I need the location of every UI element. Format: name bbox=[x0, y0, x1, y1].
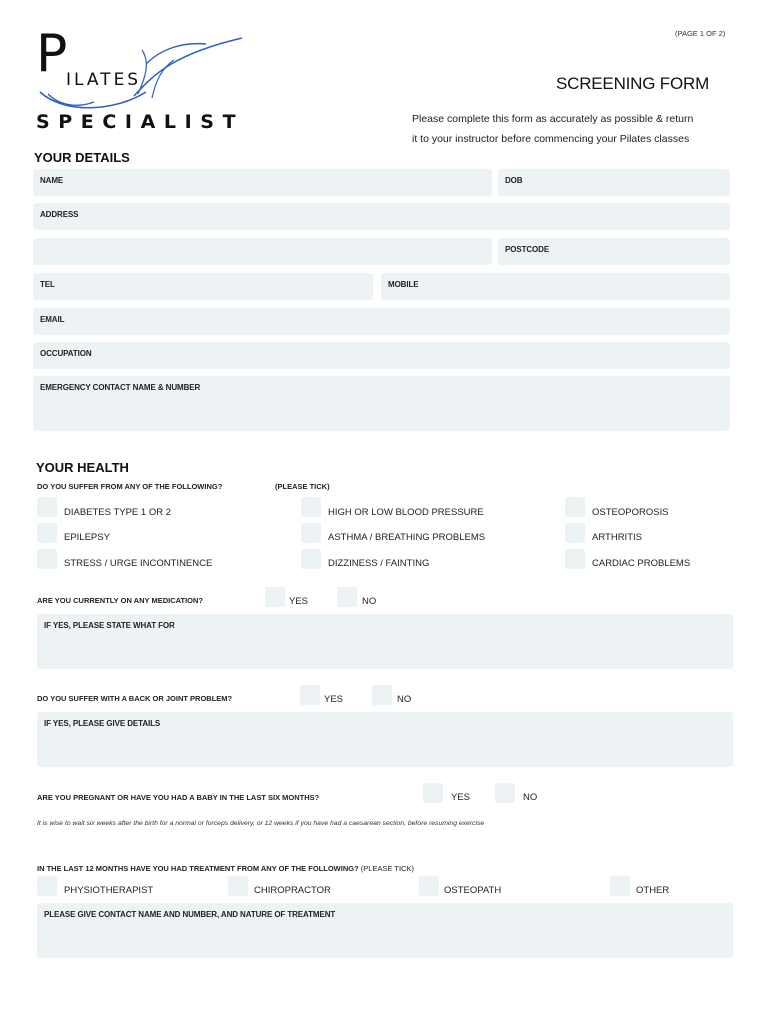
checkbox-asthma[interactable] bbox=[301, 523, 321, 543]
osteopath-checkbox[interactable] bbox=[419, 876, 439, 896]
treatment-question bbox=[37, 864, 414, 873]
logo-big-letter: P bbox=[36, 24, 68, 84]
condition-label: STRESS / URGE INCONTINENCE bbox=[64, 558, 213, 569]
condition-label: ARTHRITIS bbox=[592, 532, 642, 543]
logo bbox=[34, 24, 249, 134]
back-no-checkbox[interactable] bbox=[372, 685, 392, 705]
page-indicator: (PAGE 1 OF 2) bbox=[675, 29, 726, 38]
condition-label: HIGH OR LOW BLOOD PRESSURE bbox=[328, 507, 484, 518]
address-label: ADDRESS bbox=[40, 210, 79, 219]
treatment-question-text: IN THE LAST 12 MONTHS HAVE YOU HAD TREATMENT FROM ANY OF THE FOLLOWING? bbox=[37, 864, 359, 873]
medication-question: ARE YOU CURRENTLY ON ANY MEDICATION? bbox=[37, 596, 203, 605]
address-field[interactable] bbox=[33, 203, 730, 230]
medication-no-label: NO bbox=[362, 596, 377, 607]
back-question: DO YOU SUFFER WITH A BACK OR JOINT PROBLEM? bbox=[37, 694, 233, 703]
checkbox-dizziness[interactable] bbox=[301, 549, 321, 569]
form-title: SCREENING FORM bbox=[556, 74, 710, 93]
dob-field[interactable] bbox=[498, 169, 730, 196]
back-detail-field[interactable] bbox=[37, 712, 733, 767]
dob-label: DOB bbox=[505, 176, 523, 185]
treatment-detail-field[interactable] bbox=[37, 903, 733, 958]
occupation-label: OCCUPATION bbox=[40, 349, 92, 358]
checkbox-cardiac[interactable] bbox=[565, 549, 585, 569]
medication-detail-label: IF YES, PLEASE STATE WHAT FOR bbox=[44, 621, 175, 630]
emergency-contact-field[interactable] bbox=[33, 376, 730, 431]
tel-label: TEL bbox=[40, 280, 55, 289]
health-heading: YOUR HEALTH bbox=[36, 460, 129, 475]
back-yes-checkbox[interactable] bbox=[300, 685, 320, 705]
mobile-field[interactable] bbox=[381, 273, 730, 300]
checkbox-blood-pressure[interactable] bbox=[301, 497, 321, 517]
chiropractor-checkbox[interactable] bbox=[228, 876, 248, 896]
back-no-label: NO bbox=[397, 694, 412, 705]
conditions-question: DO YOU SUFFER FROM ANY OF THE FOLLOWING? bbox=[37, 482, 223, 491]
checkbox-osteoporosis[interactable] bbox=[565, 497, 585, 517]
intro-line1: Please complete this form as accurately as possible & return bbox=[412, 113, 694, 125]
tel-field[interactable] bbox=[33, 273, 373, 300]
address-line2-field[interactable] bbox=[33, 238, 492, 265]
checkbox-stress[interactable] bbox=[37, 549, 57, 569]
name-field[interactable] bbox=[33, 169, 492, 196]
checkbox-diabetes[interactable] bbox=[37, 497, 57, 517]
treatment-label: OSTEOPATH bbox=[444, 885, 502, 896]
medication-detail-field[interactable] bbox=[37, 614, 733, 669]
tick-note: (PLEASE TICK) bbox=[275, 482, 330, 491]
condition-label: DIZZINESS / FAINTING bbox=[328, 558, 430, 569]
occupation-field[interactable] bbox=[33, 342, 730, 369]
medication-yes-checkbox[interactable] bbox=[265, 587, 285, 607]
name-label: NAME bbox=[40, 176, 64, 185]
back-detail-label: IF YES, PLEASE GIVE DETAILS bbox=[44, 719, 161, 728]
treatment-label: PHYSIOTHERAPIST bbox=[64, 885, 154, 896]
pregnant-no-label: NO bbox=[523, 792, 538, 803]
pregnant-yes-checkbox[interactable] bbox=[423, 783, 443, 803]
back-yes-label: YES bbox=[324, 694, 344, 705]
pregnant-note: It is wise to wait six weeks after the birth for a normal or forceps delivery, or 12 weeks if you have had a caesarean section, before resuming exercise bbox=[37, 820, 485, 827]
treatment-tick-note: (PLEASE TICK) bbox=[360, 864, 414, 873]
condition-label: CARDIAC PROBLEMS bbox=[592, 558, 691, 569]
condition-label: EPILEPSY bbox=[64, 532, 110, 543]
postcode-label: POSTCODE bbox=[505, 245, 550, 254]
condition-label: ASTHMA / BREATHING PROBLEMS bbox=[328, 532, 486, 543]
treatment-detail-label: PLEASE GIVE CONTACT NAME AND NUMBER, AND NATURE OF TREATMENT bbox=[44, 910, 336, 919]
pregnant-no-checkbox[interactable] bbox=[495, 783, 515, 803]
other-checkbox[interactable] bbox=[610, 876, 630, 896]
medication-yes-label: YES bbox=[289, 596, 309, 607]
condition-label: DIABETES TYPE 1 OR 2 bbox=[64, 507, 172, 518]
medication-no-checkbox[interactable] bbox=[337, 587, 357, 607]
email-field[interactable] bbox=[33, 308, 730, 335]
checkbox-epilepsy[interactable] bbox=[37, 523, 57, 543]
emergency-contact-label: EMERGENCY CONTACT NAME & NUMBER bbox=[40, 383, 201, 392]
logo-line1: ILATES bbox=[66, 70, 142, 90]
logo-line2: SPECIALIST bbox=[36, 111, 245, 133]
pregnant-yes-label: YES bbox=[451, 792, 471, 803]
mobile-label: MOBILE bbox=[388, 280, 419, 289]
email-label: EMAIL bbox=[40, 315, 65, 324]
physiotherapist-checkbox[interactable] bbox=[37, 876, 57, 896]
postcode-field[interactable] bbox=[498, 238, 730, 265]
pregnant-question: ARE YOU PREGNANT OR HAVE YOU HAD A BABY IN THE LAST SIX MONTHS? bbox=[37, 793, 320, 802]
condition-label: OSTEOPOROSIS bbox=[592, 507, 669, 518]
intro-line2: it to your instructor before commencing your Pilates classes bbox=[412, 133, 690, 145]
treatment-label: CHIROPRACTOR bbox=[254, 885, 331, 896]
details-heading: YOUR DETAILS bbox=[34, 150, 130, 165]
checkbox-arthritis[interactable] bbox=[565, 523, 585, 543]
treatment-label: OTHER bbox=[636, 885, 670, 896]
